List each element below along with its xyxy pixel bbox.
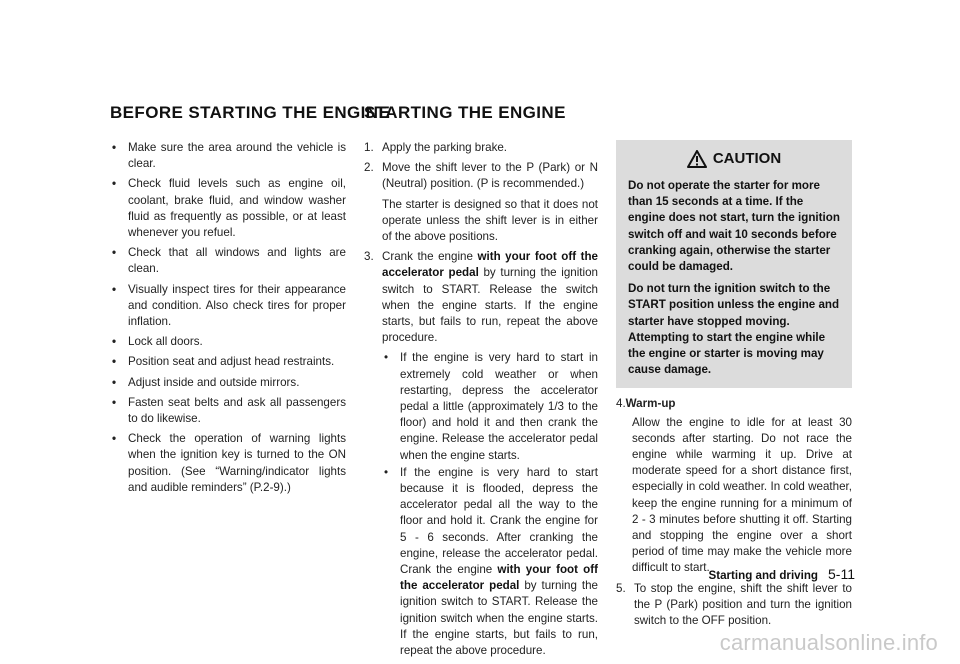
step-4: 4.Warm-up Allow the engine to idle for at least 30 seconds after starting. Do not race the engine while warming it up. Drive at moderate speed for a short distance first, especially in cold weather. In cold weather, keep the engine running for a minimum of 2 - 3 minutes before shutting it off. Starting and stopping the engine over a short period of time may make the vehicle more difficult to start.: [616, 397, 852, 575]
list-item: • Check fluid levels such as engine oil, coolant, brake fluid, and window washer fluid as frequently as possible, or at least whenever you refuel.: [112, 177, 346, 240]
caution-header: [628, 150, 840, 168]
page-number: 5-11: [828, 566, 855, 582]
list-item: • Make sure the area around the vehicle is clear.: [112, 141, 346, 171]
step-3: 3. Crank the engine with your foot off the accelerator pedal by turning the ignition switch to START. Release the switch when the engine starts. If the engine starts, but fails to run, repeat the above procedure. • If the engine is very hard to start in extremely cold weather or when restarting, depress the accelerator pedal a little (approximately 1/3 to the floor) and hold it and then crank the engine. Release the accelerator pedal when the engine starts. • If the engine is very hard to start because it is flooded, depress the accelerator pedal all the way to the floor and hold it. Crank the engine for 5 - 6 seconds. After cranking the engine, release the accelerator pedal. Crank the engine with your foot off the accelerator pedal by turning the ignition switch to START. Release the ignition switch when the engine starts. If the engine starts, but fails to run, repeat the above procedure.: [364, 249, 598, 659]
step-5: 5. To stop the engine, shift the shift lever to the P (Park) position and turn the ignition switch to the OFF position.: [616, 581, 852, 628]
warning-icon: [687, 150, 707, 168]
step-2-note: The starter is designed so that it does not operate unless the shift lever is in either of the above positions.: [382, 197, 598, 244]
list-item: • Position seat and adjust head restraints.: [112, 355, 335, 369]
section-name: Starting and driving: [708, 569, 819, 582]
step-1: 1. Apply the parking brake.: [364, 141, 508, 154]
sub-item-flooded: • If the engine is very hard to start because it is flooded, depress the accelerator pedal all the way to the floor and hold it. Crank the engine for 5 - 6 seconds. After cranking the engine, release the accelerator pedal. Crank the engine with your foot off the accelerator pedal by turning the ignition switch to START. Release the ignition switch when the engine starts. If the engine starts, but fails to run, repeat the above procedure.: [384, 465, 598, 658]
caution-title: CAUTION: [712, 149, 782, 167]
caution-column: [616, 140, 852, 633]
before-starting-column: [110, 140, 346, 500]
sub-item-cold-weather: • If the engine is very hard to start in extremely cold weather or when restarting, depress the accelerator pedal a little (approximately 1/3 to the floor) and hold it and then crank the engine. Release the accelerator pedal when the engine starts.: [384, 351, 598, 462]
list-item: • Check the operation of warning lights when the ignition key is turned to the ON position. (See “Warning/indicator lights and audible reminders” (P.2-9).): [112, 432, 346, 494]
heading-starting: STARTING THE ENGINE: [364, 103, 566, 122]
list-item: • Lock all doors.: [112, 335, 203, 349]
starting-steps-column: [364, 140, 598, 663]
checklist: [110, 140, 346, 496]
page-footer: [700, 566, 855, 582]
caution-body: Do not operate the starter for more than 15 seconds at a time. If the engine does not start, turn the ignition switch off and wait 10 seconds before cranking again, otherwise the starter could be damaged. Do not turn the ignition switch to the START position unless the engine and starter have stopped moving. Attempting to start the engine while the engine or starter is moving may cause damage.: [628, 179, 840, 377]
list-item: • Adjust inside and outside mirrors.: [112, 375, 300, 389]
list-item: • Check that all windows and lights are clean.: [112, 246, 346, 276]
list-item: • Visually inspect tires for their appearance and condition. Also check tires for proper inflation.: [112, 282, 346, 329]
heading-before-starting: BEFORE STARTING THE ENGINE: [110, 103, 391, 122]
watermark: carmanualsonline.info: [719, 630, 938, 655]
step-2: 2. Move the shift lever to the P (Park) or N (Neutral) position. (P is recommended.) The starter is designed so that it does not operate unless the shift lever is in either of the above positions.: [364, 160, 598, 245]
list-item: • Fasten seat belts and ask all passengers to do likewise.: [112, 395, 346, 426]
caution-box: [616, 140, 852, 388]
